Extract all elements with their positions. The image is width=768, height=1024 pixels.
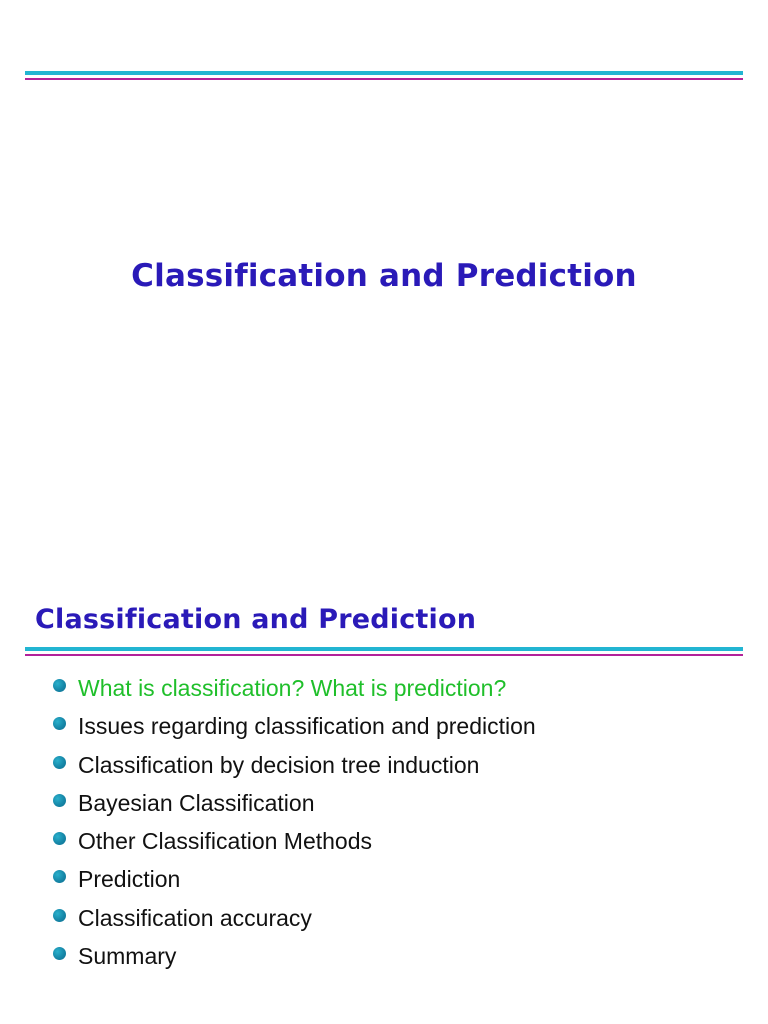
bullet-text: Classification by decision tree induction — [78, 751, 480, 778]
outline-rule-magenta — [25, 654, 743, 656]
bullet-dot-icon — [53, 909, 66, 922]
outline-title: Classification and Prediction — [35, 604, 477, 635]
bullet-dot-icon — [53, 794, 66, 807]
bullet-text: Summary — [78, 943, 177, 970]
outline-slide — [0, 560, 768, 1024]
bullet-dot-icon — [53, 947, 66, 960]
bullet-dot-icon — [53, 832, 66, 845]
bullet-text: Bayesian Classification — [78, 789, 315, 816]
bullet-text: Other Classification Methods — [78, 828, 373, 855]
bullet-text: What is classification? What is prediction? — [78, 675, 507, 701]
bullet-text: Issues regarding classification and prediction — [78, 713, 536, 740]
bullet-dot-icon — [53, 756, 66, 769]
bullet-text: Classification accuracy — [78, 904, 312, 931]
bullet-dot-icon — [53, 870, 66, 883]
header-rule — [25, 71, 743, 80]
slide-title: Classification and Prediction — [131, 258, 637, 294]
bullet-text: Prediction — [78, 866, 181, 893]
bullet-dot-icon — [53, 717, 66, 730]
bullet-dot-icon — [53, 679, 66, 692]
header-rule-magenta — [25, 78, 743, 80]
outline-rule — [25, 647, 743, 656]
